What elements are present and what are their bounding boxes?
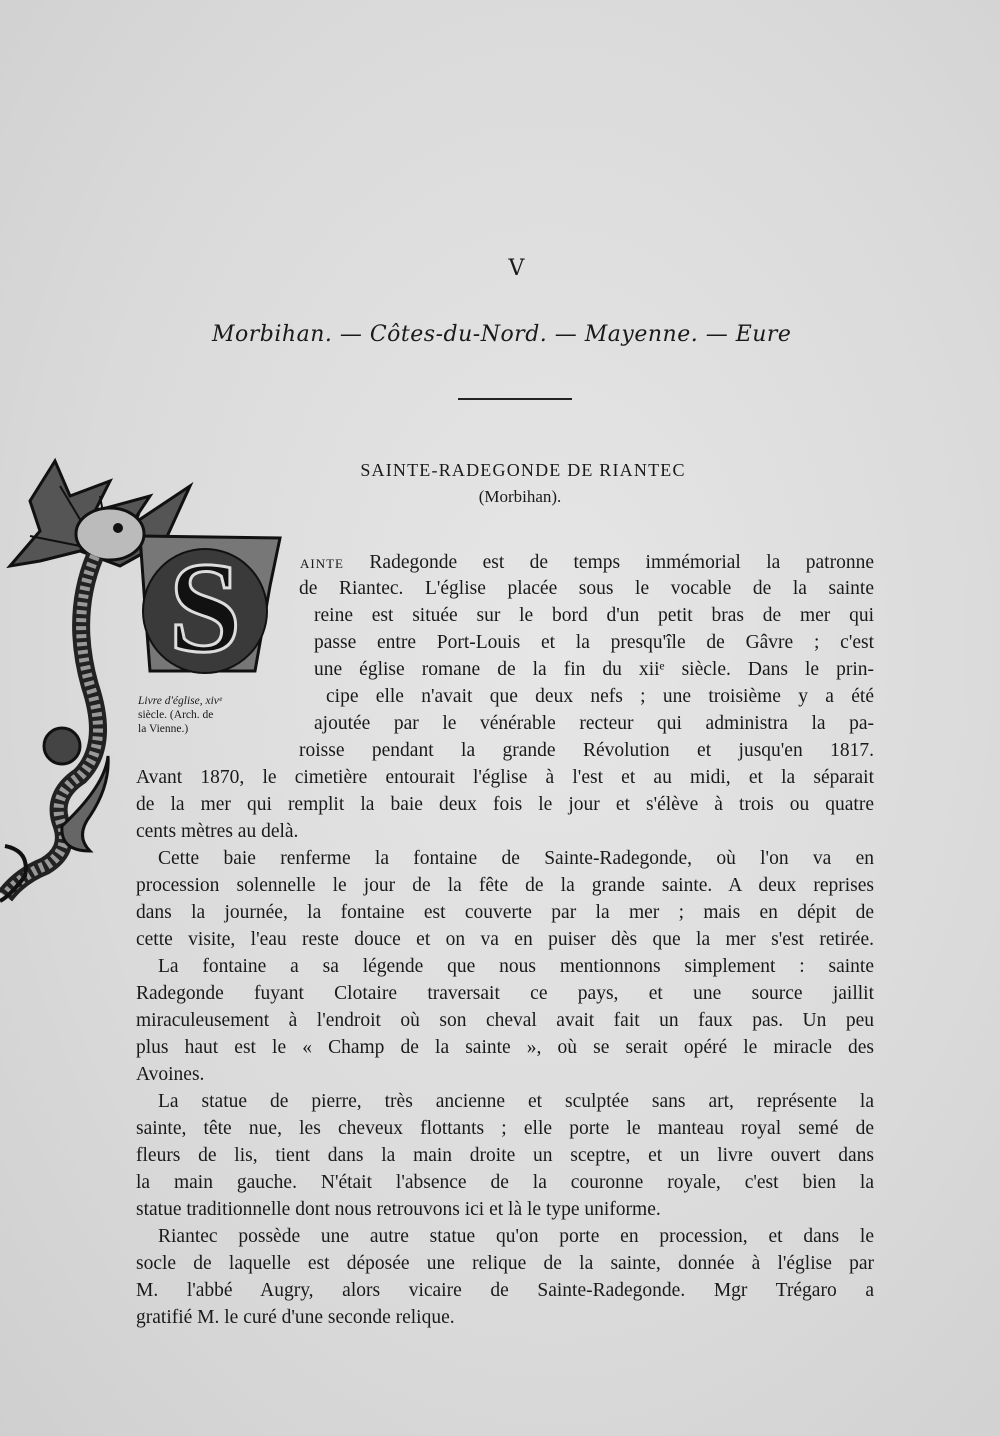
chapter-numeral: V (508, 256, 526, 281)
text-line: Riantec possède une autre statue qu'on porte en procession, et dans le (158, 1226, 874, 1247)
article-title: SAINTE-RADEGONDE DE RIANTEC (360, 460, 686, 480)
chapter-subtitle: Morbihan. — Côtes-du-Nord. — Mayenne. — Eure (212, 322, 792, 347)
text-line: passe entre Port-Louis et la presqu'île de Gâvre ; c'est (314, 632, 874, 653)
text-line: cette visite, l'eau reste douce et on va en puiser dès que la mer s'est retirée. (136, 929, 874, 950)
text-line: ajoutée par le vénérable recteur qui administra la pa- (314, 713, 874, 734)
caption-line: siècle. (Arch. de (138, 709, 214, 721)
text-line: gratifié M. le curé d'une seconde relique. (136, 1307, 455, 1328)
text-line: M. l'abbé Augry, alors vicaire de Sainte-Radegonde. Mgr Trégaro a (136, 1280, 874, 1301)
text-line: La fontaine a sa légende que nous mentionnons simplement : sainte (158, 956, 874, 977)
dragon-head (76, 508, 144, 560)
illustration-caption (138, 694, 288, 736)
text-line: la main gauche. N'était l'absence de la couronne royale, c'est bien la (136, 1172, 874, 1193)
text-line: cipe elle n'avait que deux nefs ; une troisième y a été (326, 686, 874, 707)
text-line: plus haut est le « Champ de la sainte », où se serait opéré le miracle des (136, 1037, 874, 1058)
lead-smallcaps: AINTE (300, 556, 344, 571)
text-line: socle de laquelle est déposée une relique de la sainte, donnée à l'église par (136, 1253, 874, 1274)
text-line: statue traditionnelle dont nous retrouvons ici et là le type uniforme. (136, 1199, 661, 1220)
article-region: (Morbihan). (478, 487, 562, 506)
text-line: reine est située sur le bord d'un petit bras de mer qui (314, 605, 874, 626)
caption-line: Livre d'église, xivᵉ (138, 695, 222, 707)
text-line (300, 552, 874, 574)
text-line: procession solennelle le jour de la fête de la grande sainte. A deux reprises (136, 875, 874, 896)
text-line: une église romane de la fin du xiiᵉ siècle. Dans le prin- (314, 659, 874, 680)
text-line: de Riantec. L'église placée sous le vocable de la sainte (299, 578, 874, 599)
initial-letter: S (168, 536, 242, 680)
text-line: Avoines. (136, 1064, 205, 1085)
caption-line: la Vienne.) (138, 723, 189, 735)
text-line: roisse pendant la grande Révolution et jusqu'en 1817. (299, 740, 874, 761)
text-line: miraculeusement à l'endroit où son cheval avait fait un faux pas. Un peu (136, 1010, 874, 1031)
text-line: Avant 1870, le cimetière entourait l'église à l'est et au midi, et la séparait (136, 767, 874, 788)
text-line: Radegonde fuyant Clotaire traversait ce pays, et une source jaillit (136, 983, 874, 1004)
text-line: sainte, tête nue, les cheveux flottants ; elle porte le manteau royal semé de (136, 1118, 874, 1139)
text-line-content: Radegonde est de temps immémorial la patronne (344, 552, 874, 573)
text-line: fleurs de lis, tient dans la main droite un sceptre, et un livre ouvert dans (136, 1145, 874, 1166)
text-line: de la mer qui remplit la baie deux fois le jour et s'élève à trois ou quatre (136, 794, 874, 815)
text-line: La statue de pierre, très ancienne et sculptée sans art, représente la (158, 1091, 874, 1112)
text-line: cents mètres au delà. (136, 821, 299, 842)
text-line: dans la journée, la fontaine est couverte par la mer ; mais en dépit de (136, 902, 874, 923)
divider-rule (458, 398, 572, 400)
text-line: Cette baie renferme la fontaine de Sainte-Radegonde, où l'on va en (158, 848, 874, 869)
